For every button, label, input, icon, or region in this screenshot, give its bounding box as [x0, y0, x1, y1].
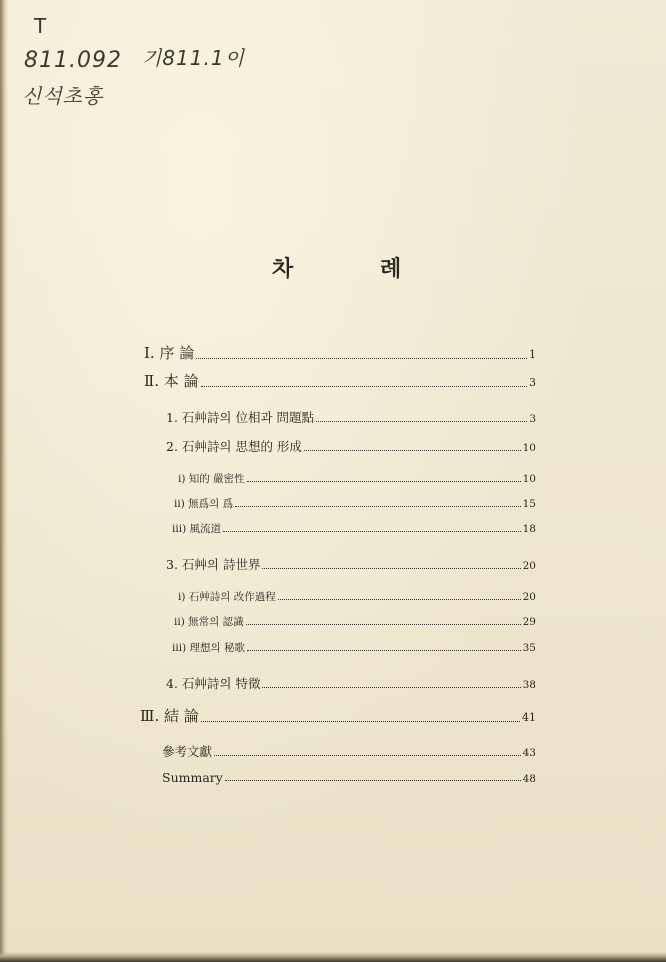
- toc-entry-section-3: [166, 555, 536, 573]
- toc-page-number: 35: [522, 642, 536, 654]
- toc-leader-dots: [278, 599, 521, 600]
- handwritten-author-mark: 신석초홍: [22, 84, 104, 108]
- toc-entry-references: [162, 742, 536, 760]
- toc-leader-dots: [201, 721, 520, 722]
- toc-page-number: 3: [529, 413, 536, 425]
- toc-entry-label: 4. 石艸詩의 特徵: [166, 676, 261, 691]
- toc-entry-subsection: [172, 640, 536, 655]
- toc-page-number: 29: [522, 616, 536, 628]
- toc-entry-label: 2. 石艸詩의 思想的 形成: [166, 439, 302, 454]
- toc-entry-subsection: [178, 471, 536, 486]
- toc-leader-dots: [304, 450, 521, 451]
- toc-page-number: 43: [522, 747, 536, 759]
- toc-page-number: 38: [522, 679, 536, 691]
- toc-entry-summary: [162, 770, 536, 785]
- toc-page-number: 15: [522, 498, 536, 510]
- toc-leader-dots: [201, 386, 528, 387]
- toc-page-number: 1: [529, 348, 536, 361]
- toc-entry-subsection: [178, 589, 536, 604]
- toc-entry-label: i) 知的 嚴密性: [178, 473, 245, 485]
- toc-entry-section-1: [166, 408, 536, 426]
- toc-entry-label: 參考文獻: [162, 744, 213, 759]
- toc-entry-label: i) 石艸詩의 改作過程: [178, 591, 276, 603]
- toc-entry-subsection: [174, 496, 536, 511]
- toc-entry-label: Ⅲ. 結 論: [140, 707, 199, 725]
- toc-entry-section-4: [166, 674, 536, 692]
- handwritten-registration-number: 기811.1이: [142, 46, 245, 70]
- toc-leader-dots: [316, 421, 527, 422]
- toc-entry-main-body: [144, 370, 536, 391]
- toc-page-number: 20: [522, 560, 536, 572]
- toc-leader-dots: [262, 568, 520, 569]
- toc-entry-label: 3. 石艸의 詩世界: [166, 557, 261, 572]
- toc-entry-label: 1. 石艸詩의 位相과 問題點: [166, 410, 314, 425]
- toc-leader-dots: [235, 506, 520, 507]
- toc-entry-subsection: [174, 614, 536, 629]
- toc-entry-label: Summary: [162, 770, 223, 785]
- toc-entry-introduction: [144, 342, 536, 363]
- toc-page-number: 48: [522, 773, 536, 785]
- title-char-2: 례: [380, 257, 402, 282]
- toc-page-number: 10: [522, 442, 536, 454]
- toc-page-number: 20: [522, 591, 536, 603]
- toc-page-number: 41: [522, 711, 536, 724]
- handwritten-call-mark: T: [34, 14, 48, 38]
- page-edge-bottom: [0, 952, 666, 962]
- toc-entry-subsection: [172, 521, 536, 536]
- toc-page-number: 10: [522, 473, 536, 485]
- toc-leader-dots: [225, 780, 521, 781]
- toc-entry-label: iii) 理想의 秘歌: [172, 642, 245, 654]
- toc-leader-dots: [246, 624, 521, 625]
- toc-entry-label: ii) 無爲의 爲: [174, 498, 234, 510]
- toc-entry-conclusion: [140, 705, 536, 726]
- toc-leader-dots: [247, 650, 521, 651]
- toc-entry-section-2: [166, 437, 536, 455]
- toc-page-number: 3: [529, 376, 536, 389]
- toc-leader-dots: [214, 755, 521, 756]
- toc-leader-dots: [196, 358, 527, 359]
- toc-leader-dots: [247, 481, 521, 482]
- toc-entry-label: iii) 風流道: [172, 523, 222, 535]
- toc-leader-dots: [262, 687, 520, 688]
- toc-entry-label: Ⅱ. 本 論: [144, 372, 199, 390]
- toc-page-number: 18: [522, 523, 536, 535]
- title-char-1: 차: [272, 257, 294, 282]
- toc-entry-label: Ⅰ. 序 論: [144, 344, 195, 362]
- page-edge-left: [0, 0, 8, 962]
- toc-entry-label: ii) 無常의 認識: [174, 616, 244, 628]
- handwritten-call-number: 811.092: [24, 48, 122, 73]
- toc-leader-dots: [223, 531, 521, 532]
